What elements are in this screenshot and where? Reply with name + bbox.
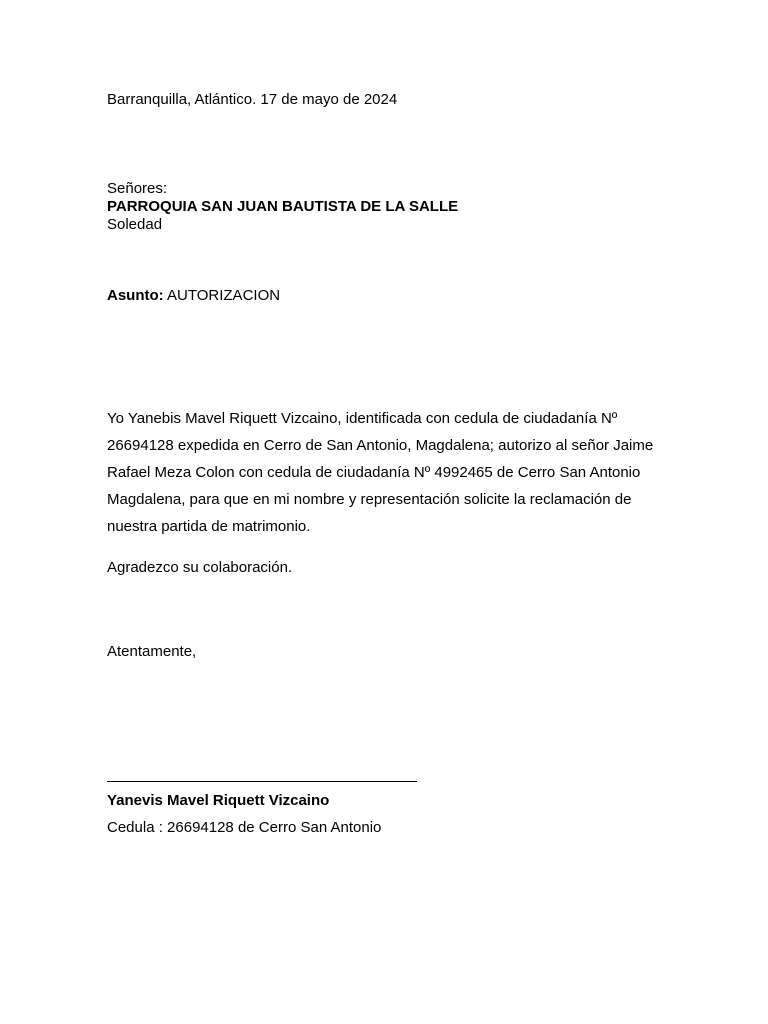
signature-line <box>107 781 417 782</box>
thanks-line: Agradezco su colaboración. <box>107 559 293 576</box>
recipient-organization: PARROQUIA SAN JUAN BAUTISTA DE LA SALLE <box>107 198 459 215</box>
body-line: Yo Yanebis Mavel Riquett Vizcaino, identificada con cedula de ciudadanía Nº <box>107 410 618 427</box>
place-date: Barranquilla, Atlántico. 17 de mayo de 2024 <box>107 91 398 108</box>
body-paragraph <box>107 405 663 540</box>
body-line: Rafael Meza Colon con cedula de ciudadanía Nº 4992465 de Cerro San Antonio <box>107 464 641 481</box>
subject-line <box>107 287 280 305</box>
body-line: nuestra partida de matrimonio. <box>107 518 311 535</box>
recipient-city: Soledad <box>107 216 163 233</box>
closing-line: Atentamente, <box>107 643 197 660</box>
signature-id: Cedula : 26694128 de Cerro San Antonio <box>107 819 382 836</box>
subject-value: AUTORIZACION <box>167 287 281 304</box>
body-line: Magdalena, para que en mi nombre y representación solicite la reclamación de <box>107 491 632 508</box>
signature-name: Yanevis Mavel Riquett Vizcaino <box>107 792 330 809</box>
recipient-salutation: Señores: <box>107 180 168 197</box>
subject-label: Asunto: <box>107 287 164 304</box>
body-line: 26694128 expedida en Cerro de San Antonio, Magdalena; autorizo al señor Jaime <box>107 437 654 454</box>
